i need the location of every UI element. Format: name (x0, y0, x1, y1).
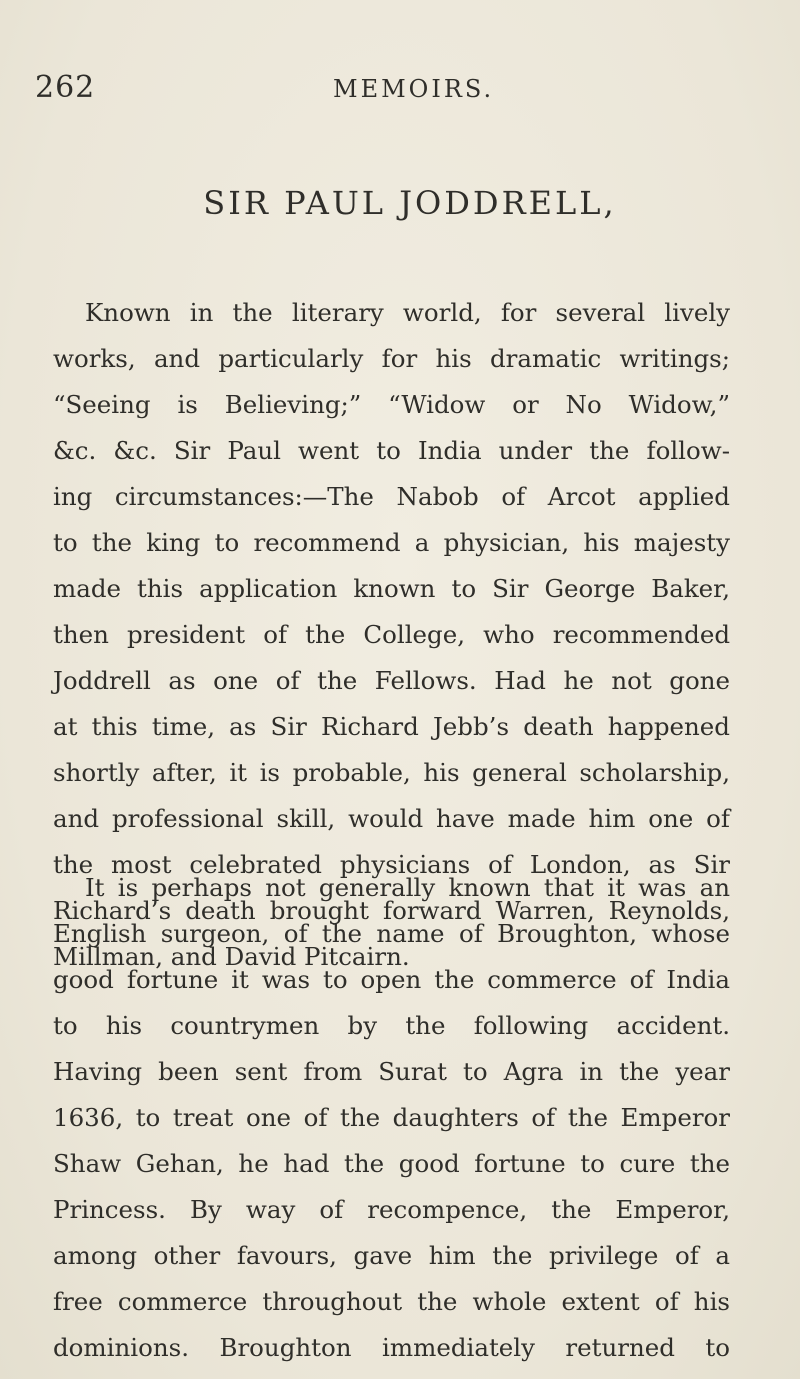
text-line: 1636, to treat one of the daughters of the Emperor (53, 1103, 730, 1132)
text-line: ing circumstances:—The Nabob of Arcot applied (53, 482, 730, 511)
page-number: 262 (35, 70, 96, 105)
text-line: Princess. By way of recompence, the Emperor, (53, 1195, 730, 1224)
text-line: Joddrell as one of the Fellows. Had he not gone (53, 666, 730, 695)
paragraph (53, 865, 730, 1371)
running-title: MEMOIRS. (333, 75, 495, 103)
text-line: to his countrymen by the following accident. (53, 1011, 730, 1040)
text-line: dominions. Broughton immediately returned to (53, 1333, 730, 1362)
text-line: “Seeing is Believing;” “Widow or No Widow,” (53, 390, 730, 419)
text-line: It is perhaps not generally known that it was an (85, 873, 730, 902)
text-line: free commerce throughout the whole extent of his (53, 1287, 730, 1316)
text-line: Millman, and David Pitcairn. (53, 942, 410, 971)
article-title: SIR PAUL JODDRELL, (203, 184, 617, 222)
text-line: to the king to recommend a physician, his majesty (53, 528, 730, 557)
text-line: Richard’s death brought forward Warren, Reynolds, (53, 896, 730, 925)
text-line: then president of the College, who recommended (53, 620, 730, 649)
text-line: made this application known to Sir George Baker, (53, 574, 730, 603)
text-line: at this time, as Sir Richard Jebb’s death happened (53, 712, 730, 741)
text-line: Shaw Gehan, he had the good fortune to cure the (53, 1149, 730, 1178)
running-head (35, 70, 775, 110)
text-line: English surgeon, of the name of Broughton, whose (53, 919, 730, 948)
text-line: among other favours, gave him the privilege of a (53, 1241, 730, 1270)
text-line: Known in the literary world, for several lively (85, 298, 730, 327)
text-line: shortly after, it is probable, his general scholarship, (53, 758, 730, 787)
text-line: &c. &c. Sir Paul went to India under the follow- (53, 436, 730, 465)
text-line: works, and particularly for his dramatic writings; (53, 344, 730, 373)
text-line: and professional skill, would have made him one of (53, 804, 730, 833)
text-line: good fortune it was to open the commerce of India (53, 965, 730, 994)
text-line: the most celebrated physicians of London, as Sir (53, 850, 730, 879)
text-line: Having been sent from Surat to Agra in the year (53, 1057, 730, 1086)
